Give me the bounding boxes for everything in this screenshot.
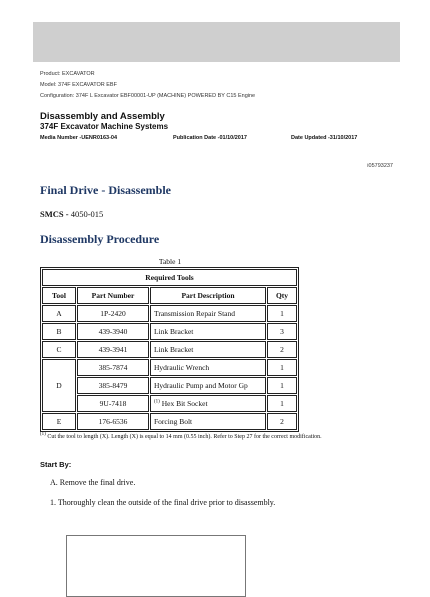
smcs-code [40,209,103,219]
part-description-cell: Link Bracket [150,341,266,358]
table-row [42,359,297,376]
table-row [42,377,297,394]
configuration-label: Configuration: [40,93,75,99]
smcs-label: SMCS - [40,209,69,219]
part-description-cell: Hydraulic Wrench [150,359,266,376]
part-number-cell: 439-3940 [77,323,149,340]
footnote-marker: (1) [40,432,46,437]
part-description-cell: Link Bracket [150,323,266,340]
step-a-text: Remove the final drive. [59,478,136,487]
part-description-cell [150,395,266,412]
procedure-title: Disassembly Procedure [40,232,160,246]
qty-cell: 2 [267,413,297,430]
tool-cell: D [42,359,76,412]
part-number-cell: 385-8479 [77,377,149,394]
column-header: Part Number [77,287,149,304]
part-description-cell: Forcing Bolt [150,413,266,430]
product-label: Product: [40,71,61,77]
step-a-marker: A. [50,478,58,487]
part-number-cell: 385-7874 [77,359,149,376]
header-banner [33,22,400,62]
footnote-reference[interactable]: (1) [154,399,160,405]
qty-cell: 1 [267,359,297,376]
document-subtitle: 374F Excavator Machine Systems [40,122,169,131]
column-header: Part Description [150,287,266,304]
footnote-text: Cut the tool to length (X). Length (X) is equal to 14 mm (0.55 inch). Refer to Step 27 for the correct modification. [47,434,322,440]
smcs-value: 4050-015 [70,209,104,219]
document-title: Disassembly and Assembly [40,111,165,122]
date-updated: Date Updated -31/10/2017 [291,135,358,141]
table-row [42,395,297,412]
step-1-marker: 1. [50,498,56,507]
table-header-row [42,287,297,304]
table-row [42,323,297,340]
qty-cell: 2 [267,341,297,358]
qty-cell: 1 [267,377,297,394]
tool-cell: C [42,341,76,358]
step-1 [50,498,275,507]
model-label: Model: [40,82,57,88]
part-number-cell: 9U-7418 [77,395,149,412]
column-header: Qty [267,287,297,304]
document-id: i05793237 [367,163,393,169]
qty-cell: 3 [267,323,297,340]
table-heading: Required Tools [42,269,297,286]
publication-date: Publication Date -01/10/2017 [173,135,247,141]
qty-cell: 1 [267,305,297,322]
step-1-text: Thoroughly clean the outside of the final drive prior to disassembly. [57,498,276,507]
table-caption: Table 1 [158,257,182,266]
table-row [42,341,297,358]
media-number: Media Number -UENR0163-04 [40,135,118,141]
part-description-text: Hex Bit Socket [161,399,208,408]
model-line [40,82,117,88]
section-title: Final Drive - Disassemble [40,183,171,197]
start-by-label: Start By: [40,460,72,469]
step-a [50,478,135,487]
tool-cell: B [42,323,76,340]
column-header: Tool [42,287,76,304]
tool-cell: A [42,305,76,322]
part-description-cell: Transmission Repair Stand [150,305,266,322]
part-number-cell: 439-3941 [77,341,149,358]
product-value: EXCAVATOR [62,71,95,77]
table-row [42,305,297,322]
tool-cell: E [42,413,76,430]
qty-cell: 1 [267,395,297,412]
model-value: 374F EXCAVATOR EBF [58,82,117,88]
part-number-cell: 176-6536 [77,413,149,430]
part-description-cell: Hydraulic Pump and Motor Gp [150,377,266,394]
product-line [40,71,95,77]
configuration-value: 374F L Excavator EBF00001-UP (MACHINE) POWERED BY C15 Engine [75,93,256,99]
table-footnote [40,431,370,441]
table-row [42,413,297,430]
required-tools-table [40,267,299,432]
configuration-line [40,93,255,99]
part-number-cell: 1P-2420 [77,305,149,322]
